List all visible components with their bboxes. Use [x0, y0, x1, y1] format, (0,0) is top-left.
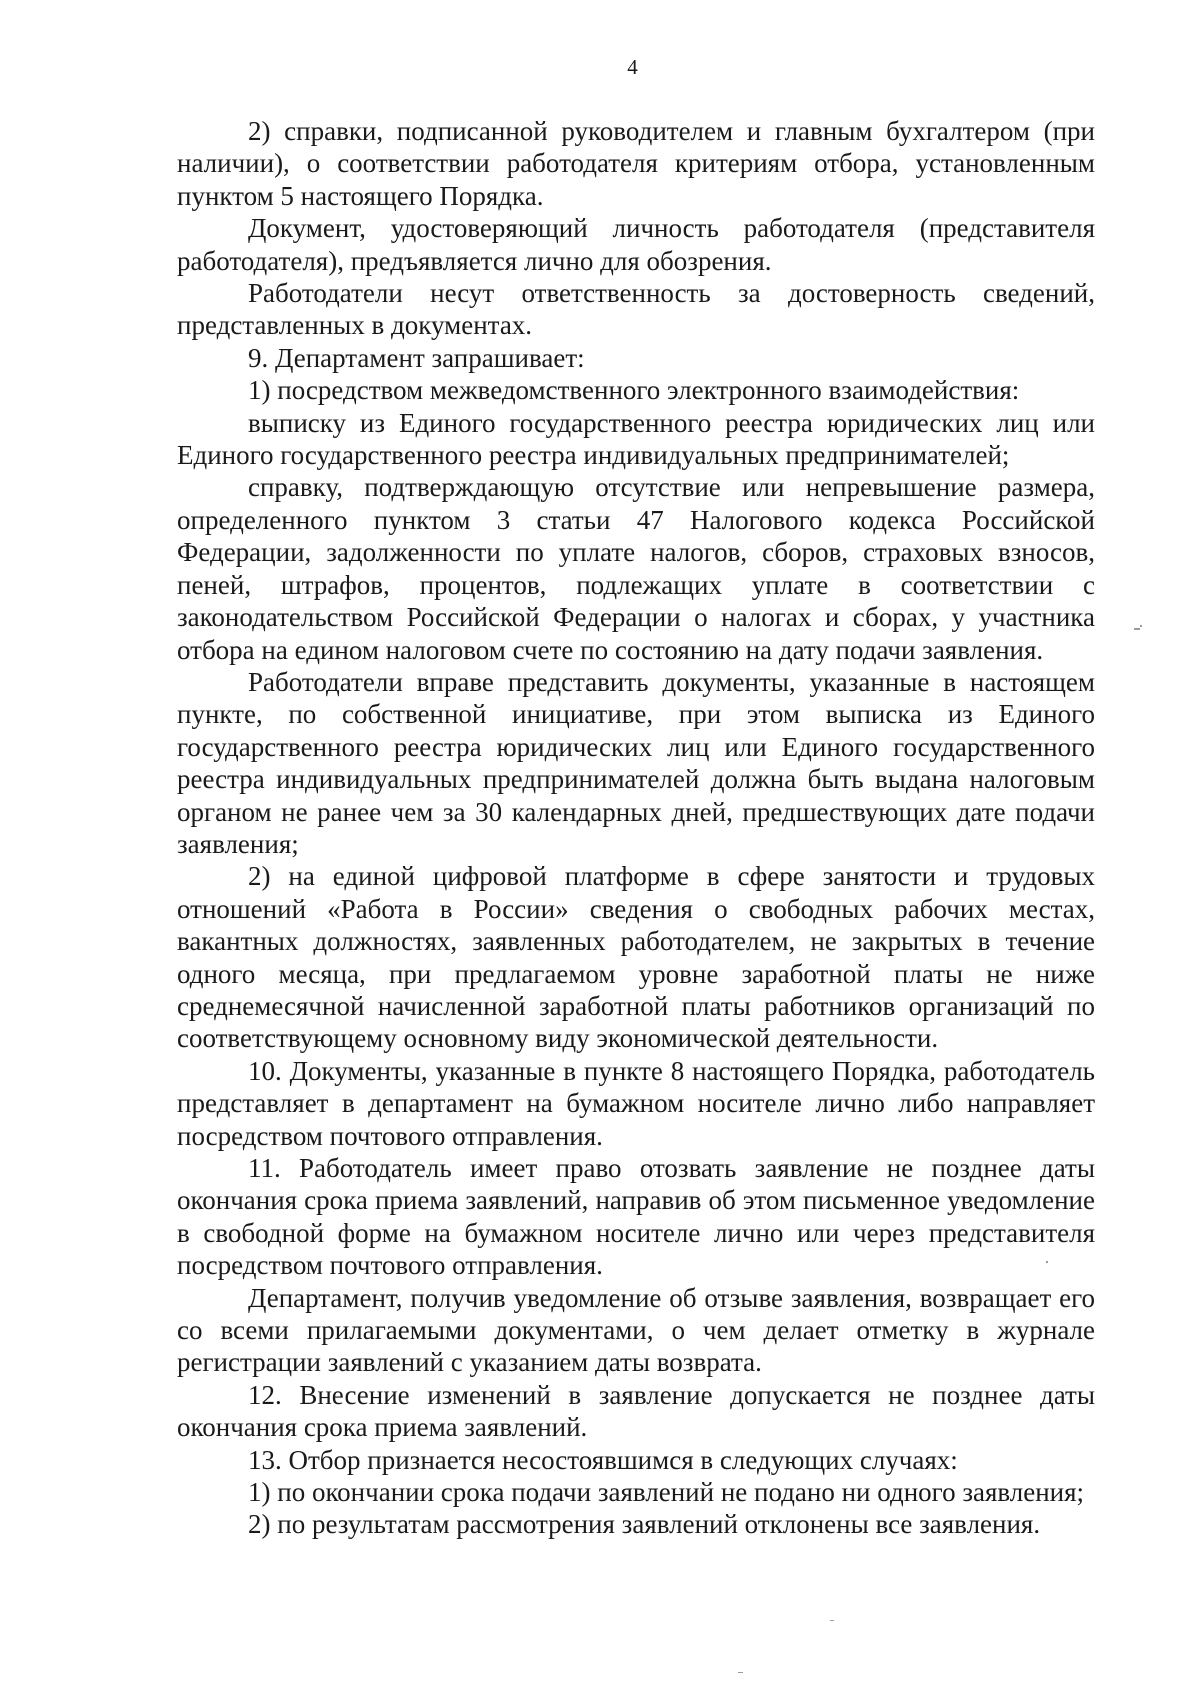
document-body	[177, 115, 1095, 1541]
paragraph-employer-responsibility: Работодатели несут ответственность за достоверность сведений, представленных в документах.	[177, 278, 1095, 341]
paragraph-section-11: 11. Работодатель имеет право отозвать заявление не позднее даты окончания срока приема заявлений, направив об этом письменное уведомление в свободной форме на бумажном носителе лично или через представителя посредством почтового отправления.	[177, 1153, 1095, 1281]
scan-speck	[738, 1672, 743, 1673]
page-number: 4	[627, 55, 638, 79]
scan-speck	[1140, 625, 1142, 627]
paragraph-registry-extract: выписку из Единого государственного реестра юридических лиц или Единого государственного реестра индивидуальных предпринимателей;	[177, 407, 1095, 471]
paragraph-section-13: 13. Отбор признается несостоявшимся в следующих случаях:	[248, 1444, 958, 1475]
scan-speck	[1134, 628, 1140, 630]
paragraph-tax-certificate: справку, подтверждающую отсутствие или непревышение размера, определенного пунктом 3 статьи 47 Налогового кодекса Российской Федерации, задолженности по уплате налогов, сборов, страховых взносов, пеней, штрафов, процентов, подлежащих уплате в соответствии с законодательством Российской Федерации о налогах и сборах, у участника отбора на едином налоговом счете по состоянию на дату подачи заявления.	[177, 472, 1095, 665]
paragraph-section-13-item-1: 1) по окончании срока подачи заявлений не подано ни одного заявления;	[248, 1477, 1085, 1508]
paragraph-item-2-certificate: 2) справки, подписанной руководителем и главным бухгалтером (при наличии), о соответствии работодателя критериям отбора, установленным пунктом 5 настоящего Порядка.	[177, 116, 1095, 211]
scan-speck	[1046, 1261, 1048, 1263]
paragraph-section-10: 10. Документы, указанные в пункте 8 настоящего Порядка, работодатель представляет в департамент на бумажном носителе лично либо направляет посредством почтового отправления.	[177, 1055, 1095, 1151]
paragraph-identity-document: Документ, удостоверяющий личность работодателя (представителя работодателя), предъявляется лично для обозрения.	[177, 213, 1095, 276]
paragraph-section-9: 9. Департамент запрашивает:	[248, 342, 585, 373]
paragraph-section-9-item-2: 2) на единой цифровой платформе в сфере занятости и трудовых отношений «Работа в России» сведения о свободных рабочих местах, вакантных должностях, заявленных работодателем, не закрытых в течение одного месяца, при предлагаемом уровне заработной платы не ниже среднемесячной начисленной заработной платы работников организаций по соответствующему основному виду экономической деятельности.	[177, 861, 1095, 1054]
paragraph-employer-initiative: Работодатели вправе представить документы, указанные в настоящем пункте, по собственной инициативе, при этом выписка из Единого государственного реестра юридических лиц или Единого государственного реестра индивидуальных предпринимателей должна быть выдана налоговым органом не ранее чем за 30 календарных дней, предшествующих дате подачи заявления;	[177, 666, 1095, 859]
paragraph-section-12: 12. Внесение изменений в заявление допускается не позднее даты окончания срока приема заявлений.	[177, 1379, 1095, 1443]
paragraph-application-return: Департамент, получив уведомление об отзыве заявления, возвращает его со всеми прилагаемыми документами, о чем делает отметку в журнале регистрации заявлений с указанием даты возврата.	[177, 1282, 1095, 1378]
paragraph-section-9-item-1: 1) посредством межведомственного электронного взаимодействия:	[248, 375, 1020, 406]
paragraph-section-13-item-2: 2) по результатам рассмотрения заявлений отклонены все заявления.	[248, 1509, 1041, 1540]
scan-speck	[830, 1620, 834, 1621]
